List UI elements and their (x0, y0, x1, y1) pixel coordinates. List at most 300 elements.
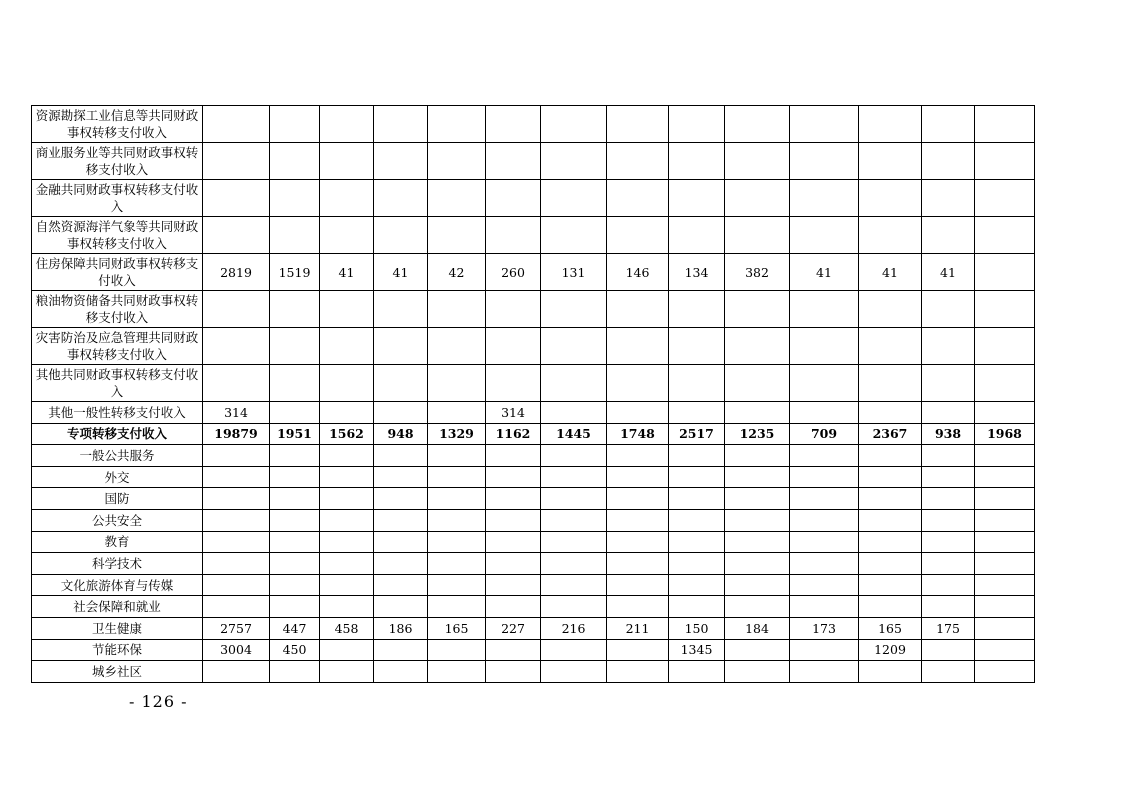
value-cell: 1968 (975, 423, 1035, 445)
value-cell (541, 574, 607, 596)
value-cell (790, 466, 859, 488)
value-cell (428, 445, 486, 467)
value-cell (922, 143, 975, 180)
value-cell: 41 (374, 254, 428, 291)
value-cell: 42 (428, 254, 486, 291)
value-cell (790, 328, 859, 365)
value-cell (203, 328, 270, 365)
value-cell (320, 531, 374, 553)
value-cell (428, 180, 486, 217)
value-cell (725, 466, 790, 488)
value-cell (859, 143, 922, 180)
table-row (32, 180, 1035, 217)
value-cell (669, 509, 725, 531)
value-cell (922, 509, 975, 531)
value-cell (669, 106, 725, 143)
value-cell (725, 531, 790, 553)
row-label: 灾害防治及应急管理共同财政事权转移支付收入 (32, 328, 203, 365)
value-cell (270, 180, 320, 217)
value-cell: 175 (922, 617, 975, 639)
value-cell (725, 488, 790, 510)
value-cell (607, 466, 669, 488)
value-cell (975, 365, 1035, 402)
table-row (32, 488, 1035, 510)
value-cell (975, 328, 1035, 365)
value-cell (320, 402, 374, 424)
value-cell: 211 (607, 617, 669, 639)
value-cell (975, 445, 1035, 467)
value-cell (486, 596, 541, 618)
value-cell: 314 (203, 402, 270, 424)
value-cell: 314 (486, 402, 541, 424)
row-label: 自然资源海洋气象等共同财政事权转移支付收入 (32, 217, 203, 254)
value-cell (486, 661, 541, 683)
value-cell (607, 180, 669, 217)
value-cell: 165 (428, 617, 486, 639)
value-cell (975, 617, 1035, 639)
value-cell (203, 466, 270, 488)
row-label: 一般公共服务 (32, 445, 203, 467)
value-cell (428, 596, 486, 618)
value-cell (428, 143, 486, 180)
value-cell (486, 291, 541, 328)
value-cell (486, 509, 541, 531)
value-cell (320, 217, 374, 254)
value-cell (486, 574, 541, 596)
value-cell (669, 143, 725, 180)
value-cell (374, 574, 428, 596)
value-cell (725, 143, 790, 180)
value-cell (428, 291, 486, 328)
row-label: 专项转移支付收入 (32, 423, 203, 445)
value-cell (975, 402, 1035, 424)
value-cell (790, 661, 859, 683)
value-cell (486, 328, 541, 365)
value-cell (270, 365, 320, 402)
value-cell: 2367 (859, 423, 922, 445)
value-cell (859, 106, 922, 143)
row-label: 粮油物资储备共同财政事权转移支付收入 (32, 291, 203, 328)
value-cell (203, 217, 270, 254)
value-cell (374, 488, 428, 510)
row-label: 住房保障共同财政事权转移支付收入 (32, 254, 203, 291)
value-cell: 2517 (669, 423, 725, 445)
value-cell (607, 143, 669, 180)
value-cell (320, 143, 374, 180)
value-cell (859, 291, 922, 328)
value-cell (975, 466, 1035, 488)
value-cell (725, 402, 790, 424)
value-cell (922, 217, 975, 254)
value-cell (669, 596, 725, 618)
value-cell (607, 553, 669, 575)
value-cell (859, 328, 922, 365)
value-cell (428, 328, 486, 365)
value-cell (428, 509, 486, 531)
value-cell (859, 574, 922, 596)
value-cell: 184 (725, 617, 790, 639)
value-cell (374, 596, 428, 618)
value-cell (922, 639, 975, 661)
row-label: 国防 (32, 488, 203, 510)
value-cell (725, 106, 790, 143)
value-cell (203, 445, 270, 467)
value-cell: 938 (922, 423, 975, 445)
value-cell (541, 488, 607, 510)
value-cell (790, 180, 859, 217)
value-cell (725, 291, 790, 328)
value-cell (859, 365, 922, 402)
value-cell (320, 106, 374, 143)
value-cell (486, 217, 541, 254)
value-cell (270, 531, 320, 553)
value-cell (541, 553, 607, 575)
row-label: 教育 (32, 531, 203, 553)
value-cell (669, 445, 725, 467)
value-cell (374, 328, 428, 365)
value-cell (203, 553, 270, 575)
value-cell (270, 328, 320, 365)
value-cell (607, 531, 669, 553)
value-cell (922, 106, 975, 143)
row-label: 外交 (32, 466, 203, 488)
value-cell (374, 217, 428, 254)
value-cell (270, 661, 320, 683)
value-cell (203, 596, 270, 618)
value-cell (725, 661, 790, 683)
row-label: 金融共同财政事权转移支付收入 (32, 180, 203, 217)
value-cell (922, 445, 975, 467)
value-cell (790, 574, 859, 596)
value-cell (320, 445, 374, 467)
value-cell (541, 291, 607, 328)
value-cell (320, 639, 374, 661)
row-label: 卫生健康 (32, 617, 203, 639)
value-cell (270, 553, 320, 575)
value-cell (541, 661, 607, 683)
table-row (32, 254, 1035, 291)
value-cell (669, 574, 725, 596)
value-cell (541, 402, 607, 424)
table-row (32, 445, 1035, 467)
value-cell: 709 (790, 423, 859, 445)
table-row (32, 639, 1035, 661)
value-cell (270, 466, 320, 488)
value-cell (790, 402, 859, 424)
value-cell (270, 217, 320, 254)
value-cell (428, 639, 486, 661)
value-cell (541, 531, 607, 553)
value-cell (320, 596, 374, 618)
value-cell: 131 (541, 254, 607, 291)
value-cell (428, 488, 486, 510)
value-cell (790, 596, 859, 618)
value-cell (428, 106, 486, 143)
table-row (32, 106, 1035, 143)
value-cell (607, 574, 669, 596)
row-label: 文化旅游体育与传媒 (32, 574, 203, 596)
value-cell (428, 661, 486, 683)
value-cell (374, 365, 428, 402)
value-cell (669, 553, 725, 575)
value-cell: 134 (669, 254, 725, 291)
value-cell: 146 (607, 254, 669, 291)
table-row (32, 531, 1035, 553)
value-cell (669, 466, 725, 488)
value-cell: 2757 (203, 617, 270, 639)
value-cell (975, 574, 1035, 596)
value-cell (607, 365, 669, 402)
value-cell: 1519 (270, 254, 320, 291)
row-label: 科学技术 (32, 553, 203, 575)
value-cell (669, 661, 725, 683)
value-cell (270, 291, 320, 328)
value-cell (486, 488, 541, 510)
budget-table (31, 105, 1035, 683)
value-cell (859, 661, 922, 683)
value-cell (320, 488, 374, 510)
table-row (32, 574, 1035, 596)
value-cell (541, 180, 607, 217)
table-row (32, 365, 1035, 402)
value-cell (669, 365, 725, 402)
value-cell (374, 509, 428, 531)
value-cell (203, 180, 270, 217)
value-cell: 41 (790, 254, 859, 291)
value-cell (486, 639, 541, 661)
value-cell (607, 639, 669, 661)
value-cell: 150 (669, 617, 725, 639)
row-label: 公共安全 (32, 509, 203, 531)
value-cell (975, 509, 1035, 531)
value-cell (374, 106, 428, 143)
value-cell (320, 365, 374, 402)
table-row (32, 596, 1035, 618)
value-cell: 1162 (486, 423, 541, 445)
value-cell (607, 217, 669, 254)
value-cell (270, 488, 320, 510)
row-label: 商业服务业等共同财政事权转移支付收入 (32, 143, 203, 180)
value-cell (725, 180, 790, 217)
value-cell (975, 254, 1035, 291)
value-cell: 1209 (859, 639, 922, 661)
value-cell: 1235 (725, 423, 790, 445)
value-cell (790, 639, 859, 661)
value-cell (790, 217, 859, 254)
value-cell (790, 365, 859, 402)
value-cell (320, 291, 374, 328)
table-row (32, 466, 1035, 488)
value-cell (607, 488, 669, 510)
table-row (32, 291, 1035, 328)
value-cell (607, 596, 669, 618)
value-cell: 1445 (541, 423, 607, 445)
value-cell (374, 402, 428, 424)
value-cell (486, 445, 541, 467)
value-cell (541, 445, 607, 467)
value-cell (374, 661, 428, 683)
value-cell (486, 466, 541, 488)
value-cell (975, 291, 1035, 328)
value-cell (859, 217, 922, 254)
value-cell (607, 509, 669, 531)
value-cell (725, 574, 790, 596)
value-cell (669, 291, 725, 328)
table-row (32, 143, 1035, 180)
value-cell (975, 553, 1035, 575)
value-cell (725, 596, 790, 618)
value-cell (975, 596, 1035, 618)
value-cell (859, 509, 922, 531)
value-cell (975, 661, 1035, 683)
value-cell (320, 574, 374, 596)
value-cell (486, 531, 541, 553)
value-cell: 173 (790, 617, 859, 639)
row-label: 节能环保 (32, 639, 203, 661)
value-cell: 41 (320, 254, 374, 291)
value-cell (428, 466, 486, 488)
value-cell (607, 402, 669, 424)
value-cell (607, 661, 669, 683)
row-label: 其他共同财政事权转移支付收入 (32, 365, 203, 402)
value-cell (374, 639, 428, 661)
value-cell (320, 180, 374, 217)
value-cell (320, 509, 374, 531)
value-cell (541, 639, 607, 661)
value-cell: 41 (922, 254, 975, 291)
value-cell (922, 466, 975, 488)
value-cell (320, 553, 374, 575)
value-cell (669, 488, 725, 510)
value-cell (203, 509, 270, 531)
row-label: 社会保障和就业 (32, 596, 203, 618)
value-cell (922, 574, 975, 596)
value-cell (725, 365, 790, 402)
value-cell (203, 291, 270, 328)
value-cell (607, 291, 669, 328)
value-cell (270, 596, 320, 618)
value-cell (859, 596, 922, 618)
value-cell (790, 291, 859, 328)
value-cell (374, 531, 428, 553)
value-cell (203, 365, 270, 402)
value-cell: 165 (859, 617, 922, 639)
value-cell: 450 (270, 639, 320, 661)
table-row (32, 328, 1035, 365)
value-cell (790, 553, 859, 575)
value-cell (541, 106, 607, 143)
row-label: 城乡社区 (32, 661, 203, 683)
value-cell (975, 217, 1035, 254)
value-cell (725, 553, 790, 575)
value-cell (203, 531, 270, 553)
value-cell (790, 509, 859, 531)
value-cell (859, 553, 922, 575)
value-cell (790, 531, 859, 553)
value-cell (320, 466, 374, 488)
value-cell (374, 445, 428, 467)
value-cell (669, 402, 725, 424)
value-cell (790, 445, 859, 467)
value-cell (203, 488, 270, 510)
value-cell (859, 531, 922, 553)
value-cell (975, 143, 1035, 180)
value-cell (320, 328, 374, 365)
value-cell (790, 143, 859, 180)
value-cell: 227 (486, 617, 541, 639)
value-cell (922, 365, 975, 402)
value-cell (428, 365, 486, 402)
value-cell (486, 365, 541, 402)
value-cell (428, 574, 486, 596)
value-cell (859, 402, 922, 424)
value-cell (428, 217, 486, 254)
value-cell: 2819 (203, 254, 270, 291)
page-number: - 126 - (129, 692, 188, 711)
value-cell (541, 596, 607, 618)
value-cell: 260 (486, 254, 541, 291)
value-cell (541, 466, 607, 488)
value-cell (428, 531, 486, 553)
value-cell (725, 509, 790, 531)
value-cell (374, 466, 428, 488)
value-cell (669, 328, 725, 365)
value-cell (790, 106, 859, 143)
value-cell (922, 291, 975, 328)
value-cell (270, 143, 320, 180)
value-cell (859, 180, 922, 217)
table-row (32, 217, 1035, 254)
table-row (32, 553, 1035, 575)
value-cell (270, 402, 320, 424)
value-cell (922, 553, 975, 575)
value-cell (669, 217, 725, 254)
value-cell (975, 531, 1035, 553)
value-cell (486, 553, 541, 575)
value-cell (374, 291, 428, 328)
value-cell (975, 106, 1035, 143)
value-cell (541, 509, 607, 531)
value-cell (203, 661, 270, 683)
value-cell: 1329 (428, 423, 486, 445)
value-cell: 1562 (320, 423, 374, 445)
value-cell (270, 509, 320, 531)
value-cell (541, 328, 607, 365)
value-cell (203, 574, 270, 596)
value-cell (669, 180, 725, 217)
value-cell (922, 596, 975, 618)
table-row (32, 423, 1035, 445)
value-cell (320, 661, 374, 683)
value-cell (975, 488, 1035, 510)
value-cell: 3004 (203, 639, 270, 661)
value-cell (486, 143, 541, 180)
value-cell (607, 106, 669, 143)
value-cell: 1345 (669, 639, 725, 661)
value-cell: 19879 (203, 423, 270, 445)
table-row (32, 402, 1035, 424)
value-cell (486, 106, 541, 143)
value-cell: 1748 (607, 423, 669, 445)
value-cell (203, 143, 270, 180)
value-cell (428, 402, 486, 424)
value-cell (859, 445, 922, 467)
table-row (32, 661, 1035, 683)
table-row (32, 617, 1035, 639)
value-cell (374, 143, 428, 180)
row-label: 资源勘探工业信息等共同财政事权转移支付收入 (32, 106, 203, 143)
value-cell: 41 (859, 254, 922, 291)
